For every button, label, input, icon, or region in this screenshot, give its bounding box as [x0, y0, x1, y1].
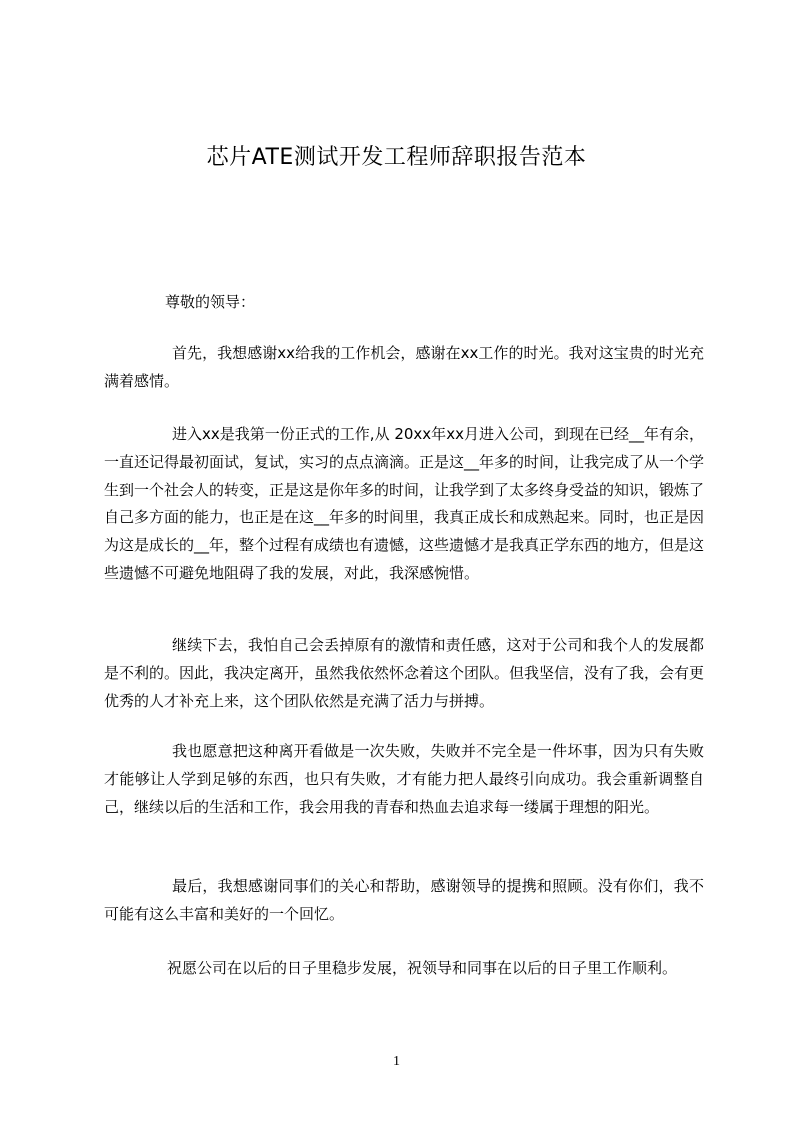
- salutation: 尊敬的领导：: [165, 293, 256, 311]
- page-number: 1: [393, 1054, 400, 1069]
- closing-wishes: 祝愿公司在以后的日子里稳步发展，祝领导和同事在以后的日子里工作顺利。: [167, 959, 678, 977]
- paragraph-decision: 继续下去，我怕自己会丢掉原有的激情和责任感，这对于公司和我个人的发展都是不利的。因此，我决定离开，虽然我依然怀念着这个团队。但我坚信，没有了我，会有更优秀的人才补充上来，这个团队依然是充满了活力与拼搏。: [104, 636, 705, 710]
- document-title: 芯片ATE测试开发工程师辞职报告范本: [206, 145, 587, 170]
- paragraph-experience: 进入xx是我第一份正式的工作,从 20xx年xx月进入公司，到现在已经__年有余，一直还记得最初面试，复试，实习的点点滴滴。正是这__年多的时间，让我完成了从一个学生到一个社会人的转变，正是这是你年多的时间，让我学到了太多终身受益的知识，锻炼了自己多方面的能力，也正是在这__年多的时间里，我真正成长和成熟起来。同时，也正是因为这是成长的__年，整个过程有成绩也有遗憾，这些遗憾才是我真正学东西的地方，但是这些遗憾不可避免地阻碍了我的发展，对此，我深感惋惜。: [104, 425, 705, 582]
- paragraph-thanks: 最后，我想感谢同事们的关心和帮助，感谢领导的提携和照顾。没有你们，我不可能有这么丰富和美好的一个回忆。: [104, 877, 704, 923]
- paragraph-reflection: 我也愿意把这种离开看做是一次失败，失败并不完全是一件坏事，因为只有失败才能够让人学到足够的东西，也只有失败，才有能力把人最终引向成功。我会重新调整自己，继续以后的生活和工作，我会用我的青春和热血去追求每一缕属于理想的阳光。: [104, 742, 704, 816]
- paragraph-gratitude: 首先，我想感谢xx给我的工作机会，感谢在xx工作的时光。我对这宝贵的时光充满着感情。: [104, 344, 704, 390]
